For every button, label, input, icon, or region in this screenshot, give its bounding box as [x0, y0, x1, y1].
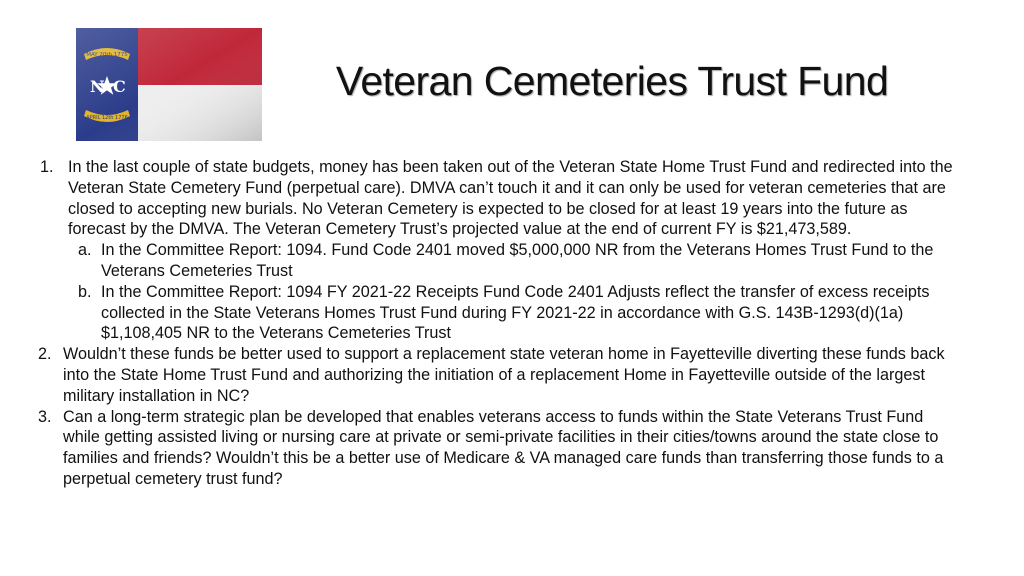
list-number: 1. — [40, 158, 54, 176]
list-number: 3. — [38, 407, 52, 426]
sublist-letter: b. — [78, 282, 92, 301]
list-item-1 — [0, 157, 968, 240]
list-item-2 — [0, 344, 963, 406]
list-item-text: In the last couple of state budgets, money has been taken out of the Veteran State Home Trust Fund and redirected into the Veteran State Cemetery Fund (perpetual care). DMVA can’t touch it and it can only be used for veteran cemeteries that are closed to accepting new burials. No Veteran Cemetery is expected to be closed for at least 19 years into the future as forecast by the DMVA. The Veteran Cemetery Trust’s projected value at the end of current FY is $21,473,589. — [68, 158, 953, 239]
list-item-3 — [0, 407, 963, 490]
sublist-letter: a. — [78, 241, 92, 260]
slide-body — [0, 157, 1000, 490]
sublist-item-text: In the Committee Report: 1094 FY 2021-22 Receipts Fund Code 2401 Adjusts reflect the transfer of excess receipts collected in the State Veterans Homes Trust Fund during FY 2021-22 in accordance with G.S. 143B-1293(d)(1a) $1,108,405 NR to the Veterans Cemeteries Trust — [101, 282, 930, 343]
list-item-text: Wouldn’t these funds be better used to support a replacement state veteran home in Fayetteville diverting these funds back into the State Home Trust Fund and authorizing the initiation of a replacement Home in Fayetteville outside of the largest military installation in NC? — [63, 345, 945, 405]
nc-flag-image — [76, 28, 262, 141]
sublist-item-text: In the Committee Report: 1094. Fund Code 2401 moved $5,000,000 NR from the Veterans Homes Trust Fund to the Veterans Cemeteries Trust — [101, 241, 934, 280]
sublist-item-a — [0, 240, 961, 282]
slide-title: Veteran Cemeteries Trust Fund — [335, 58, 889, 104]
sublist-item-b — [0, 282, 961, 344]
list-item-text: Can a long-term strategic plan be developed that enables veterans access to funds within the State Veterans Trust Fund while getting assisted living or nursing care at private or semi-private facilities in their cities/towns around the state close to families and friends? Wouldn’t this be a better use of Medicare & VA managed care funds than transferring those funds to a perpetual cemetery trust fund? — [63, 407, 944, 488]
list-number: 2. — [38, 345, 52, 364]
